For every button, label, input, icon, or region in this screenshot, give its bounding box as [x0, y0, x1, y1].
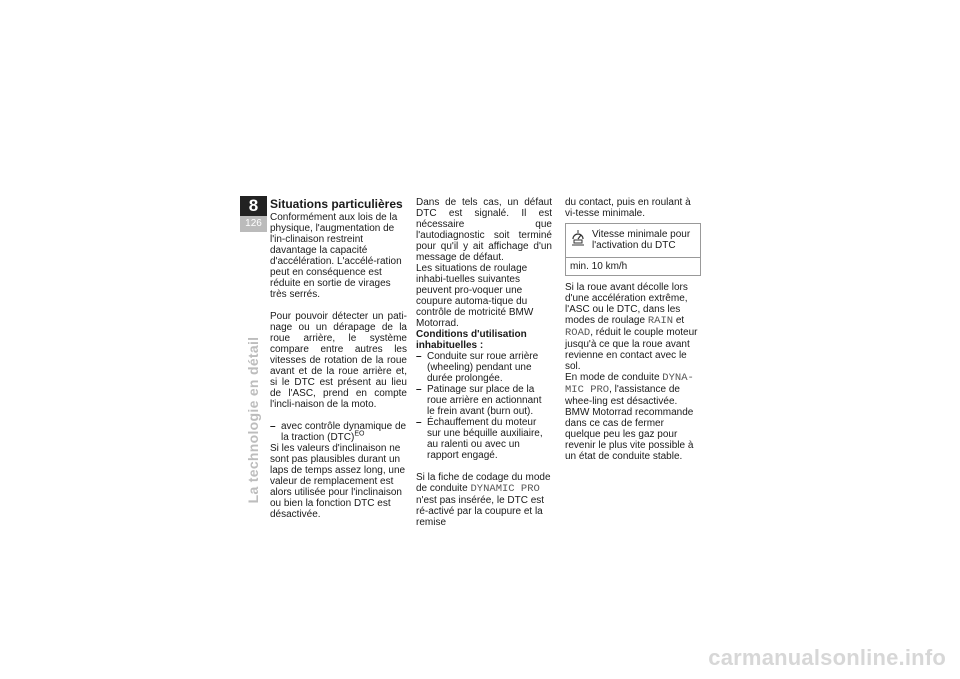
column-3 [565, 197, 701, 462]
text: En mode de conduite [565, 372, 663, 383]
page-number: 126 [240, 216, 267, 232]
list-item-text: avec contrôle dynamique de la traction (DTC) [281, 421, 407, 443]
text: et [673, 315, 685, 326]
text: n'est pas insérée, le DTC est ré-activé par la coupure et la remise [416, 495, 545, 528]
text: , réduit le couple moteur jusqu'à ce que la roue avant revienne en contact avec le sol. [565, 327, 698, 372]
chapter-title-vertical: La technologie en détail [245, 336, 261, 504]
dash-bullet-icon: – [416, 417, 422, 428]
text: Si la fiche de codage du mode de conduite [416, 472, 551, 494]
mode-name: ROAD [565, 327, 591, 339]
section-heading: Situations particulières [270, 197, 403, 211]
paragraph: Les situations de roulage inhabi-tuelles suivantes peuvent pro-voquer une coupure automa-tique du contrôle de motricité BMW Motorrad. [416, 263, 534, 329]
list-item [270, 421, 407, 443]
dash-bullet-icon: – [270, 421, 276, 432]
paragraph [565, 372, 701, 407]
paragraph: Conformément aux lois de la physique, l'augmentation de l'in-clinaison restreint davantage la capacité d'accélération. L'accélé-ration peut en conséquence est réduite en sortie de virages très serrés. [270, 212, 402, 300]
text: , l'assistance de whee-ling est désactivée. [565, 384, 680, 407]
chapter-number: 8 [240, 196, 267, 216]
paragraph: BMW Motorrad recommande dans ce cas de fermer quelque peu les gaz pour revenir le plus vite possible à un état de conduite stable. [565, 407, 694, 462]
sub-heading: Conditions d'utilisation inhabituelles : [416, 329, 527, 351]
dash-bullet-icon: – [416, 384, 422, 395]
paragraph: Dans de tels cas, un défaut DTC est signalé. Il est nécessaire que l'autodiagnostic soit terminé pour qu'il y ait affichage d'un message de défaut. [416, 197, 552, 263]
list-item-text: Patinage sur place de la roue arrière en actionnant le frein avant (burn out). [427, 384, 542, 417]
mode-name: RAIN [647, 315, 674, 327]
paragraph: Pour pouvoir détecter un pati-nage ou un dérapage de la roue arrière, le système compare entre autres les vitesses de rotation de la roue avant et de la roue arrière et, si le DTC est présent au lieu de l'ASC, prend en compte l'incli-naison de la moto. [270, 311, 407, 410]
paragraph [416, 472, 552, 528]
list-item [416, 351, 552, 384]
site-watermark: carmanualsonline.info [708, 645, 946, 670]
spec-box [565, 223, 701, 276]
text: Si la roue avant décolle lors d'une accélération extrême, l'ASC ou le DTC, dans les modes de roulage [565, 282, 688, 326]
spec-label: Vitesse minimale pour l'activation du DTC [592, 229, 691, 251]
list-item-text: Conduite sur roue arrière (wheeling) pendant une durée prolongée. [427, 351, 539, 384]
footnote-marker: EO [354, 430, 365, 438]
list-item [416, 417, 552, 461]
column-2 [416, 197, 552, 528]
spec-value: min. 10 km/h [566, 257, 700, 275]
list-item [416, 384, 552, 417]
column-1 [270, 197, 407, 520]
list-item-text: Échauffement du moteur sur une béquille auxiliaire, au ralenti ou avec un rapport engagé. [427, 417, 543, 461]
paragraph [565, 282, 701, 372]
mode-name: DYNA-MIC PRO [565, 372, 694, 396]
mode-name: DYNAMIC PRO [470, 483, 540, 495]
speedometer-icon [570, 229, 590, 251]
dash-bullet-icon: – [416, 351, 422, 362]
paragraph: du contact, puis en roulant à vi-tesse minimale. [565, 197, 691, 219]
paragraph: Si les valeurs d'inclinaison ne sont pas plausibles durant un laps de temps assez long, une valeur de remplacement est alors utilisée pour l'inclinaison ou bien la fonction DTC est désactivée. [270, 443, 406, 520]
